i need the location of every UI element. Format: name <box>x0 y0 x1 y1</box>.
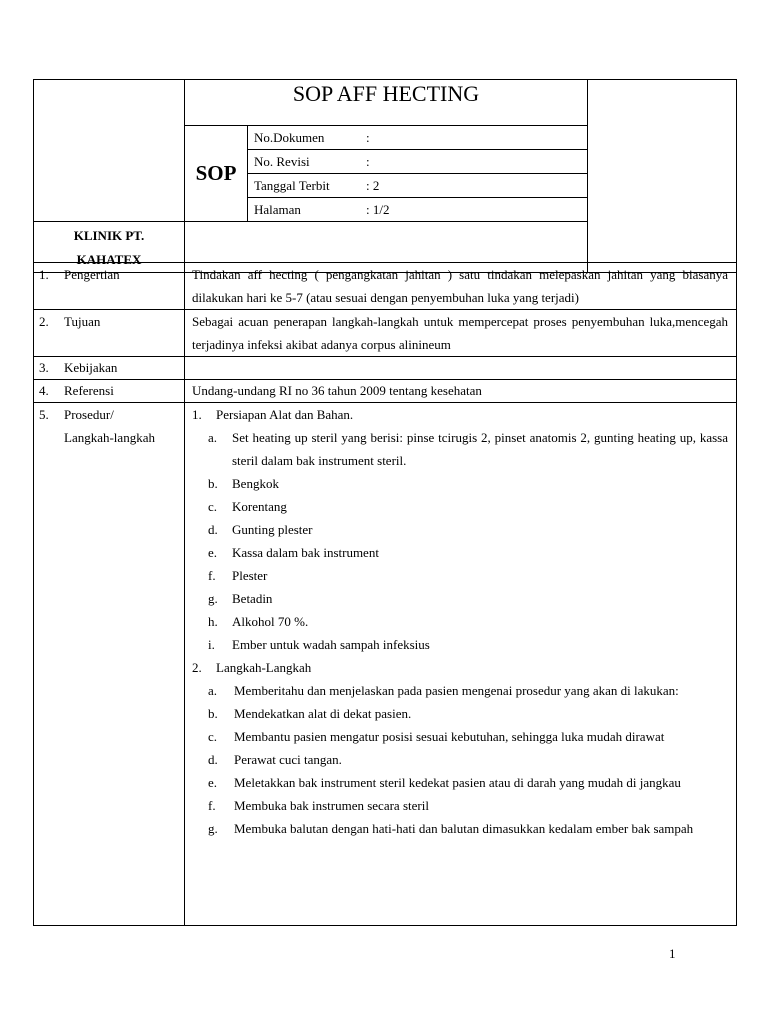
row-kebijakan <box>34 357 737 380</box>
text-pengertian: Tindakan aff hecting ( pengangkatan jahitan ) satu tindakan melepaskan jahitan yang biasanya dilakukan hari ke 5-7 (atau sesuai dengan penyembuhan luka yang terjadi) <box>185 263 737 310</box>
row-referensi <box>34 380 737 403</box>
list-item-marker: f. <box>208 798 216 813</box>
prosedur-label-line-1: Prosedur/ <box>64 407 114 422</box>
step-1-items <box>188 426 728 656</box>
list-item-text: Ember untuk wadah sampah infeksius <box>232 637 430 652</box>
list-item <box>208 679 728 702</box>
list-item-text: Membuka balutan dengan hati-hati dan balutan dimasukkan kedalam ember bak sampah <box>234 821 694 836</box>
label-pengertian: 1. Pengertian <box>34 263 185 310</box>
list-item-marker: f. <box>208 568 216 583</box>
approval-cell <box>588 80 737 273</box>
list-item-text: Meletakkan bak instrument steril kedekat pasien atau di darah yang mudah di jangkau <box>234 775 681 790</box>
document-title: SOP AFF HECTING <box>185 80 588 126</box>
list-item <box>208 725 728 748</box>
sop-label: SOP <box>185 126 248 222</box>
list-item-text: Plester <box>232 568 268 583</box>
list-item-marker: c. <box>208 499 218 514</box>
sop-body-table <box>33 262 737 926</box>
list-item-marker: b. <box>208 706 218 721</box>
list-item <box>208 587 728 610</box>
list-item-text: Memberitahu dan menjelaskan pada pasien mengenai prosedur yang akan di lakukan: <box>234 683 679 698</box>
clinic-line-2: KAHATEX <box>76 252 142 267</box>
list-item-marker: c. <box>208 729 218 744</box>
list-item-marker: d. <box>208 522 218 537</box>
row-prosedur <box>34 403 737 926</box>
clinic-line-1: KLINIK PT. <box>73 228 145 243</box>
list-item-text: Membuka bak instrumen secara steril <box>234 798 429 813</box>
list-item <box>208 610 728 633</box>
list-item <box>208 564 728 587</box>
list-item <box>208 748 728 771</box>
step-1-heading: 1. Persiapan Alat dan Bahan. <box>192 407 354 422</box>
prosedur-label-line-2: Langkah-langkah <box>64 430 155 445</box>
logo-cell <box>34 80 185 222</box>
list-item <box>208 495 728 518</box>
list-item <box>208 426 728 472</box>
list-item-marker: d. <box>208 752 218 767</box>
row-tujuan <box>34 310 737 357</box>
meta-no-dokumen: No.Dokumen : <box>248 126 587 150</box>
prosedur-content <box>185 403 737 926</box>
label-kebijakan: 3. Kebijakan <box>34 357 185 380</box>
step-2-heading: 2. Langkah-Langkah <box>192 660 312 675</box>
text-tujuan: Sebagai acuan penerapan langkah-langkah untuk mempercepat proses penyembuhan luka,mencegah terjadinya infeksi akibat adanya corpus alinineum <box>185 310 737 357</box>
list-item <box>208 472 728 495</box>
meta-no-revisi: No. Revisi : <box>248 150 587 174</box>
list-item-marker: e. <box>208 545 218 560</box>
label-tujuan: 2. Tujuan <box>34 310 185 357</box>
list-item-marker: i. <box>208 637 215 652</box>
label-referensi: 4. Referensi <box>34 380 185 403</box>
header-table <box>33 79 737 273</box>
text-kebijakan <box>185 357 737 380</box>
meta-tanggal-terbit: Tanggal Terbit : 2 <box>248 174 587 198</box>
list-item-text: Kassa dalam bak instrument <box>232 545 379 560</box>
list-item-text: Korentang <box>232 499 287 514</box>
list-item-text: Membantu pasien mengatur posisi sesuai kebutuhan, sehingga luka mudah dirawat <box>234 729 665 744</box>
list-item-text: Gunting plester <box>232 522 313 537</box>
meta-halaman: Halaman : 1/2 <box>254 202 390 217</box>
list-item <box>208 541 728 564</box>
list-item-marker: g. <box>208 591 218 606</box>
label-prosedur: 5. Prosedur/ Langkah-langkah <box>34 403 185 926</box>
list-item-text: Mendekatkan alat di dekat pasien. <box>234 706 412 721</box>
list-item-marker: h. <box>208 614 218 629</box>
meta-table <box>248 126 587 221</box>
text-referensi: Undang-undang RI no 36 tahun 2009 tentang kesehatan <box>185 380 737 403</box>
list-item-text: Perawat cuci tangan. <box>234 752 342 767</box>
list-item-text: Bengkok <box>232 476 279 491</box>
list-item <box>208 702 728 725</box>
list-item-marker: e. <box>208 775 218 790</box>
list-item-marker: a. <box>208 683 218 698</box>
list-item <box>208 817 728 840</box>
list-item <box>208 633 728 656</box>
list-item-marker: g. <box>208 821 218 836</box>
list-item-marker: a. <box>208 430 218 445</box>
list-item-text: Alkohol 70 %. <box>232 614 309 629</box>
list-item <box>208 518 728 541</box>
page-number: 1 <box>669 946 676 961</box>
list-item-text: Set heating up steril yang berisi: pinse tcirugis 2, pinset anatomis 2, gunting heating up, kassa steril dalam bak instrument steril. <box>232 430 728 468</box>
list-item-marker: b. <box>208 476 218 491</box>
row-pengertian <box>34 263 737 310</box>
list-item <box>208 771 728 794</box>
step-2-items <box>188 679 728 840</box>
list-item <box>208 794 728 817</box>
meta-cell <box>248 126 588 222</box>
list-item-text: Betadin <box>232 591 273 606</box>
